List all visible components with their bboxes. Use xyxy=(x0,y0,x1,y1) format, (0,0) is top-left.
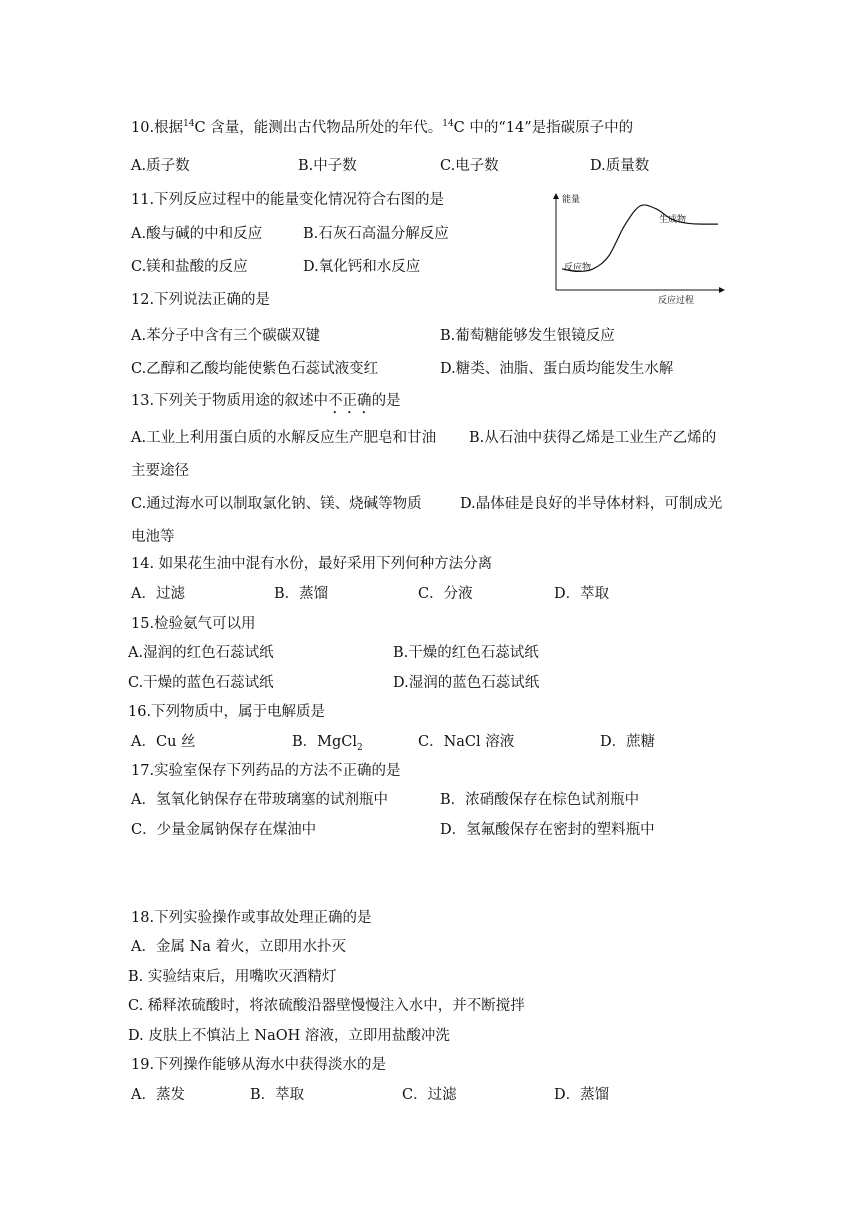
q13-option-d: D.晶体硅是良好的半导体材料，可制成光 xyxy=(460,496,723,512)
q15-option-d: D.湿润的蓝色石蕊试纸 xyxy=(393,675,540,691)
q13-option-a: A.工业上利用蛋白质的水解反应生产肥皂和甘油 xyxy=(131,430,437,446)
energy-curve xyxy=(562,205,718,271)
y-axis-label: 能量 xyxy=(562,195,581,205)
q13-option-c: C.通过海水可以制取氯化钠、镁、烧碱等物质 xyxy=(131,496,422,512)
q11-option-d: D.氧化钙和水反应 xyxy=(303,259,421,275)
q17-option-c: C．少量金属钠保存在煤油中 xyxy=(131,822,317,838)
q13-option-b-cont: 主要途径 xyxy=(131,463,189,479)
q17-option-d: D．氢氟酸保存在密封的塑料瓶中 xyxy=(440,822,655,838)
q12-option-d: D.糖类、油脂、蛋白质均能发生水解 xyxy=(440,361,674,377)
reactant-label: 反应物 xyxy=(564,263,592,273)
q10-option-d: D.质量数 xyxy=(590,158,650,174)
q11-stem: 11.下列反应过程中的能量变化情况符合右图的是 xyxy=(131,192,445,208)
q15-option-b: B.干燥的红色石蕊试纸 xyxy=(393,645,539,661)
q10-option-b: B.中子数 xyxy=(298,158,357,174)
q16-option-c: C．NaCl 溶液 xyxy=(418,734,515,750)
q18-option-d: D. 皮肤上不慎沾上 NaOH 溶液，立即用盐酸冲洗 xyxy=(128,1028,450,1044)
product-label: 生成物 xyxy=(659,215,687,225)
q15-option-a: A.湿润的红色石蕊试纸 xyxy=(128,645,274,661)
q19-stem: 19.下列操作能够从海水中获得淡水的是 xyxy=(131,1057,387,1073)
q17-option-b: B．浓硝酸保存在棕色试剂瓶中 xyxy=(440,792,640,808)
q17-option-a: A．氢氧化钠保存在带玻璃塞的试剂瓶中 xyxy=(131,792,388,808)
q12-stem: 12.下列说法正确的是 xyxy=(131,292,271,308)
q18-option-b: B. 实验结束后，用嘴吹灭酒精灯 xyxy=(128,969,337,985)
q18-option-a: A．金属 Na 着火，立即用水扑灭 xyxy=(131,939,347,955)
q10-option-a: A.质子数 xyxy=(131,158,190,174)
q11-option-a: A.酸与碱的中和反应 xyxy=(131,226,263,242)
q19-option-d: D．蒸馏 xyxy=(554,1087,610,1103)
q15-stem: 15.检验氨气可以用 xyxy=(131,616,256,632)
q14-option-b: B．蒸馏 xyxy=(274,586,329,602)
q13-emphasis: 不正确 xyxy=(328,393,372,409)
q16-stem: 16.下列物质中，属于电解质是 xyxy=(128,704,326,720)
q11-option-b: B.石灰石高温分解反应 xyxy=(303,226,449,242)
q10-option-c: C.电子数 xyxy=(440,158,499,174)
q11-option-c: C.镁和盐酸的反应 xyxy=(131,259,248,275)
q12-option-b: B.葡萄糖能够发生银镜反应 xyxy=(440,328,615,344)
q13-option-b: B.从石油中获得乙烯是工业生产乙烯的 xyxy=(469,430,717,446)
energy-diagram xyxy=(548,190,726,308)
q16-option-b: B．MgCl$_2$ xyxy=(292,734,363,753)
q19-option-b: B．萃取 xyxy=(250,1087,305,1103)
q15-option-c: C.干燥的蓝色石蕊试纸 xyxy=(128,675,274,691)
q14-option-a: A．过滤 xyxy=(131,586,185,602)
q13-stem: 13.下列关于物质用途的叙述中不正确的是 xyxy=(131,393,401,409)
q18-stem: 18.下列实验操作或事故处理正确的是 xyxy=(131,910,372,926)
q17-stem: 17.实验室保存下列药品的方法不正确的是 xyxy=(131,763,401,779)
q19-option-c: C．过滤 xyxy=(402,1087,457,1103)
x-axis-label: 反应过程 xyxy=(658,296,695,306)
q13-option-d-cont: 电池等 xyxy=(131,529,175,545)
q14-stem: 14. 如果花生油中混有水份，最好采用下列何种方法分离 xyxy=(131,556,493,572)
q18-option-c: C. 稀释浓硫酸时，将浓硫酸沿器壁慢慢注入水中，并不断搅拌 xyxy=(128,998,525,1014)
q16-option-d: D．蔗糖 xyxy=(600,734,656,750)
q16-option-a: A．Cu 丝 xyxy=(131,734,196,750)
q10-stem: 10.根据$^{14}$C 含量，能测出古代物品所处的年代。$^{14}$C 中的“14”是指碳原子中的 xyxy=(131,119,634,136)
q19-option-a: A．蒸发 xyxy=(131,1087,185,1103)
q12-option-c: C.乙醇和乙酸均能使紫色石蕊试液变红 xyxy=(131,361,379,377)
q14-option-d: D．萃取 xyxy=(554,586,610,602)
q14-option-c: C．分液 xyxy=(418,586,473,602)
q12-option-a: A.苯分子中含有三个碳碳双键 xyxy=(131,328,321,344)
